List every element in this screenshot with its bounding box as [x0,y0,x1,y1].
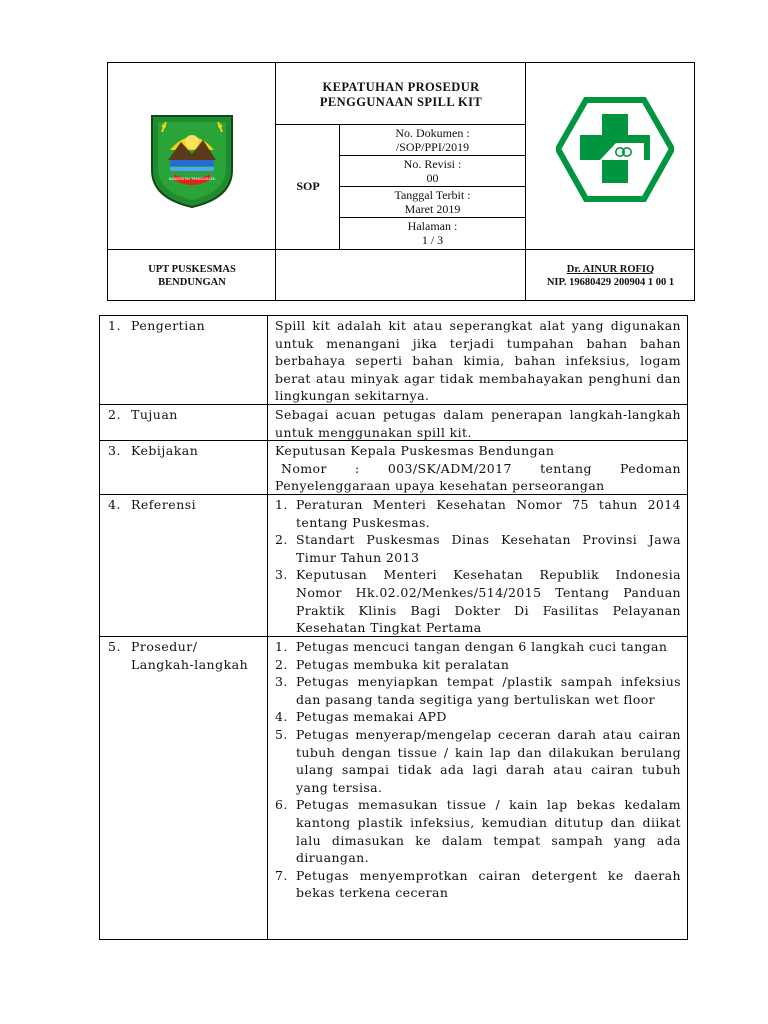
section-label-kebijakan [108,442,263,460]
policy-line: Nomor : 003/SK/ADM/2017 tentang Pedoman [281,460,681,476]
org-line: UPT PUSKESMAS [148,264,236,275]
list-item: 3. Keputusan Menteri Kesehatan Republik Indonesia Nomor Hk.02.02/Menkes/514/2015 Tentang Panduan Praktik Klinis Bagi Dokter Di Fasilitas Pelayanan Kesehatan Tingkat Pertama [275,567,681,636]
signer-name: Dr. AINUR ROFIQ [566,264,655,275]
signer-nip: NIP. 19680429 200904 1 00 1 [546,277,675,288]
section-label-continued: Langkah-langkah [131,656,249,672]
header-divider [339,186,525,187]
section-label-referensi [108,496,263,514]
section-number: 2. [108,407,121,422]
sop-label: SOP [296,179,320,193]
page-value: 1 / 3 [421,233,444,247]
list-item: 2. Standart Puskesmas Dinas Kesehatan Provinsi Jawa Timur Tahun 2013 [275,532,681,565]
list-item-text: Petugas menyemprotkan cairan detergent ke daerah bekas terkena ceceran [296,867,681,901]
policy-line: Penyelenggaraan upaya kesehatan perseorangan [275,478,605,494]
list-item-text: Petugas memasukan tissue / kain lap bekas kedalam kantong plastik infeksius, kemudian ditutup dan diikat lalu dimasukan ke dalam tempat sampah yang ada diruangan. [296,797,681,866]
section-text-prosedur [275,638,681,902]
section-label: Referensi [131,497,197,512]
rev-value: 00 [426,171,439,185]
title-line: PENGGUNAAN SPILL KIT [319,95,483,109]
section-label: Tujuan [131,407,178,422]
org-line: BENDUNGAN [158,277,226,288]
regency-emblem-logo [148,112,236,209]
rev-label: No. Revisi : [403,157,462,171]
section-number: 5. [108,639,121,654]
doc-no-label: No. Dokumen : [395,126,470,140]
issue-date [340,188,525,216]
doc-no-value: /SOP/PPI/2019 [395,140,470,154]
table-divider [267,315,268,940]
list-item-text: Petugas mencuci tangan dengan 6 langkah cuci tangan [296,639,668,654]
list-item: 6. Petugas memasukan tissue / kain lap bekas kedalam kantong plastik infeksius, kemudian ditutup dan diikat lalu dimasukan ke dalam tempat sampah yang ada diruangan. [275,797,681,866]
document-number [340,126,525,154]
policy-line: Keputusan Kepala Puskesmas Bendungan [275,443,555,458]
header-divider [339,155,525,156]
section-text-referensi [275,496,681,637]
section-text-pengertian [275,317,681,405]
section-label: Prosedur/ [131,639,198,654]
section-label-tujuan [108,406,263,424]
section-number: 3. [108,443,121,458]
paragraph: Spill kit adalah kit atau seperangkat alat yang digunakan untuk menangani jika terjadi tumpahan bahan bahan berbahaya seperti bahan kimia, bahan infeksius, logam berat atau minyak agar tidak membahayakan penghuni dan lingkungan sekitarnya. [275,318,681,404]
header-divider [339,217,525,218]
list-item-text: Keputusan Menteri Kesehatan Republik Indonesia Nomor Hk.02.02/Menkes/514/2015 Tentang Panduan Praktik Klinis Bagi Dokter Di Fasilitas Pelayanan Kesehatan Tingkat Pertama [296,567,681,636]
section-label: Pengertian [131,318,206,333]
section-text-tujuan [275,406,681,441]
list-item: 1. Petugas mencuci tangan dengan 6 langkah cuci tangan [275,639,668,654]
list-item: 3. Petugas menyiapkan tempat /plastik sampah infeksius dan pasang tanda segitiga yang bertuliskan wet floor [275,674,681,707]
section-number: 1. [108,318,121,333]
section-label-pengertian [108,317,263,335]
list-item: 5. Petugas menyerap/mengelap ceceran darah atau cairan tubuh dengan tissue / kain lap dan dilakukan berulang ulang sampai tidak ada lagi darah atau cairan tubuh yang tersisa. [275,726,681,795]
title-line: KEPATUHAN PROSEDUR [322,80,480,94]
list-item: 4. Petugas memakai APD [275,709,447,725]
section-label-prosedur [108,638,263,673]
section-text-kebijakan [275,442,681,495]
list-item: 2. Petugas membuka kit peralatan [275,656,510,672]
list-item-text: Petugas memakai APD [296,709,447,725]
list-item-text: Petugas menyerap/mengelap ceceran darah atau cairan tubuh dengan tissue / kain lap dan dilakukan berulang ulang sampai tidak ada lagi darah atau cairan tubuh yang tersisa. [296,726,681,795]
paragraph: Sebagai acuan petugas dalam penerapan langkah-langkah untuk menggunakan spill kit. [275,407,681,440]
revision-number [340,157,525,185]
document-title [277,80,525,110]
puskesmas-logo [556,97,674,202]
list-item-text: Peraturan Menteri Kesehatan Nomor 75 tahun 2014 tentang Puskesmas. [296,497,681,530]
list-item: 7. Petugas menyemprotkan cairan detergent ke daerah bekas terkena ceceran [275,867,681,901]
date-label: Tanggal Terbit : [394,188,471,202]
list-item-text: Petugas membuka kit peralatan [296,656,510,672]
list-item-text: Petugas menyiapkan tempat /plastik sampah infeksius dan pasang tanda segitiga yang bertuliskan wet floor [296,674,681,707]
signer-block [526,263,695,289]
logo-banner-text: KABUPATEN TRENGGALEK [168,177,216,181]
list-item-text: Standart Puskesmas Dinas Kesehatan Provinsi Jawa Timur Tahun 2013 [296,532,681,565]
section-number: 4. [108,497,121,512]
page-label: Halaman : [407,219,458,233]
page-number [340,219,525,247]
list-item: 1. Peraturan Menteri Kesehatan Nomor 75 tahun 2014 tentang Puskesmas. [275,497,681,530]
header-divider [275,124,525,125]
date-value: Maret 2019 [404,202,461,216]
section-label: Kebijakan [131,443,199,458]
header-divider [107,249,695,250]
organization-name [108,263,276,289]
